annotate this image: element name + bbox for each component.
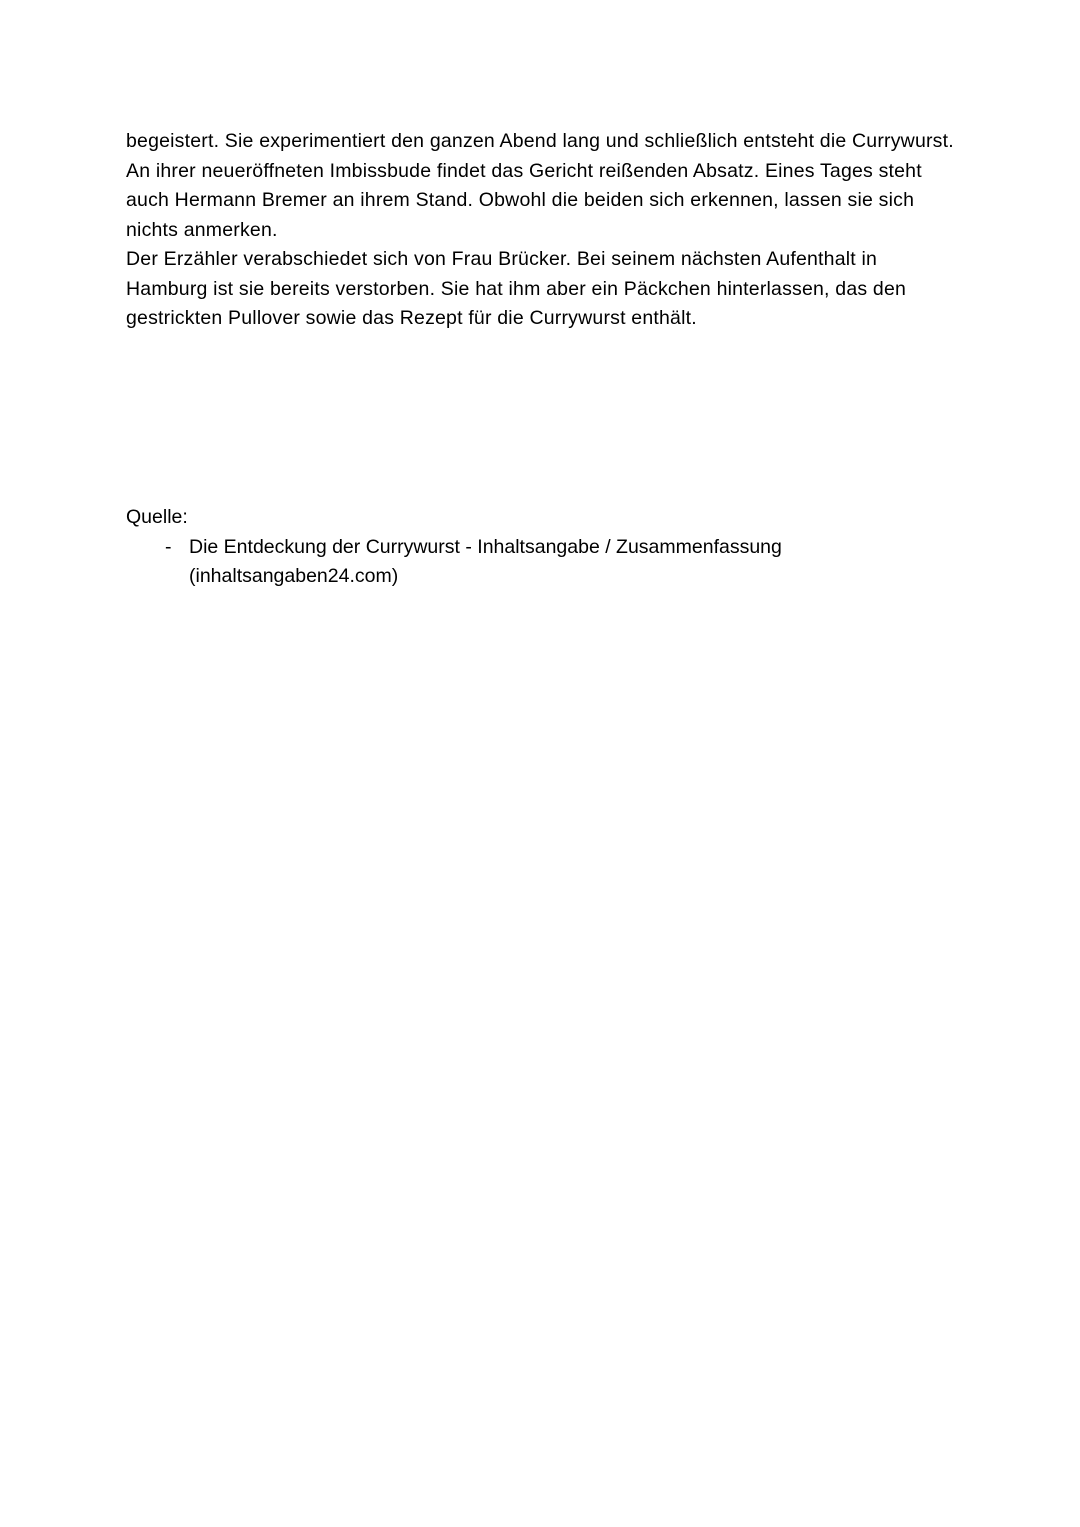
source-list-item xyxy=(126,533,956,592)
source-label: Quelle: xyxy=(126,506,188,528)
paragraph-2: Der Erzähler verabschiedet sich von Frau Brücker. Bei seinem nächsten Aufenthalt in Hamburg ist sie bereits verstorben. Sie hat ihm aber ein Päckchen hinterlassen, das den gestrickten Pullover sowie das Rezept für die Currywurst enthält. xyxy=(126,248,907,329)
body-text xyxy=(126,127,956,334)
list-bullet: - xyxy=(165,535,172,558)
source-list xyxy=(126,533,956,592)
source-item-url: (inhaltsangaben24.com) xyxy=(189,565,399,587)
paragraph-1: begeistert. Sie experimentiert den ganzen Abend lang und schließlich entsteht die Currywurst. An ihrer neueröffneten Imbissbude findet das Gericht reißenden Absatz. Eines Tages steht auch Hermann Bremer an ihrem Stand. Obwohl die beiden sich erkennen, lassen sie sich nichts anmerken. xyxy=(126,130,954,241)
source-section xyxy=(126,503,956,592)
source-item-title: Die Entdeckung der Currywurst - Inhaltsangabe / Zusammenfassung xyxy=(189,535,782,558)
